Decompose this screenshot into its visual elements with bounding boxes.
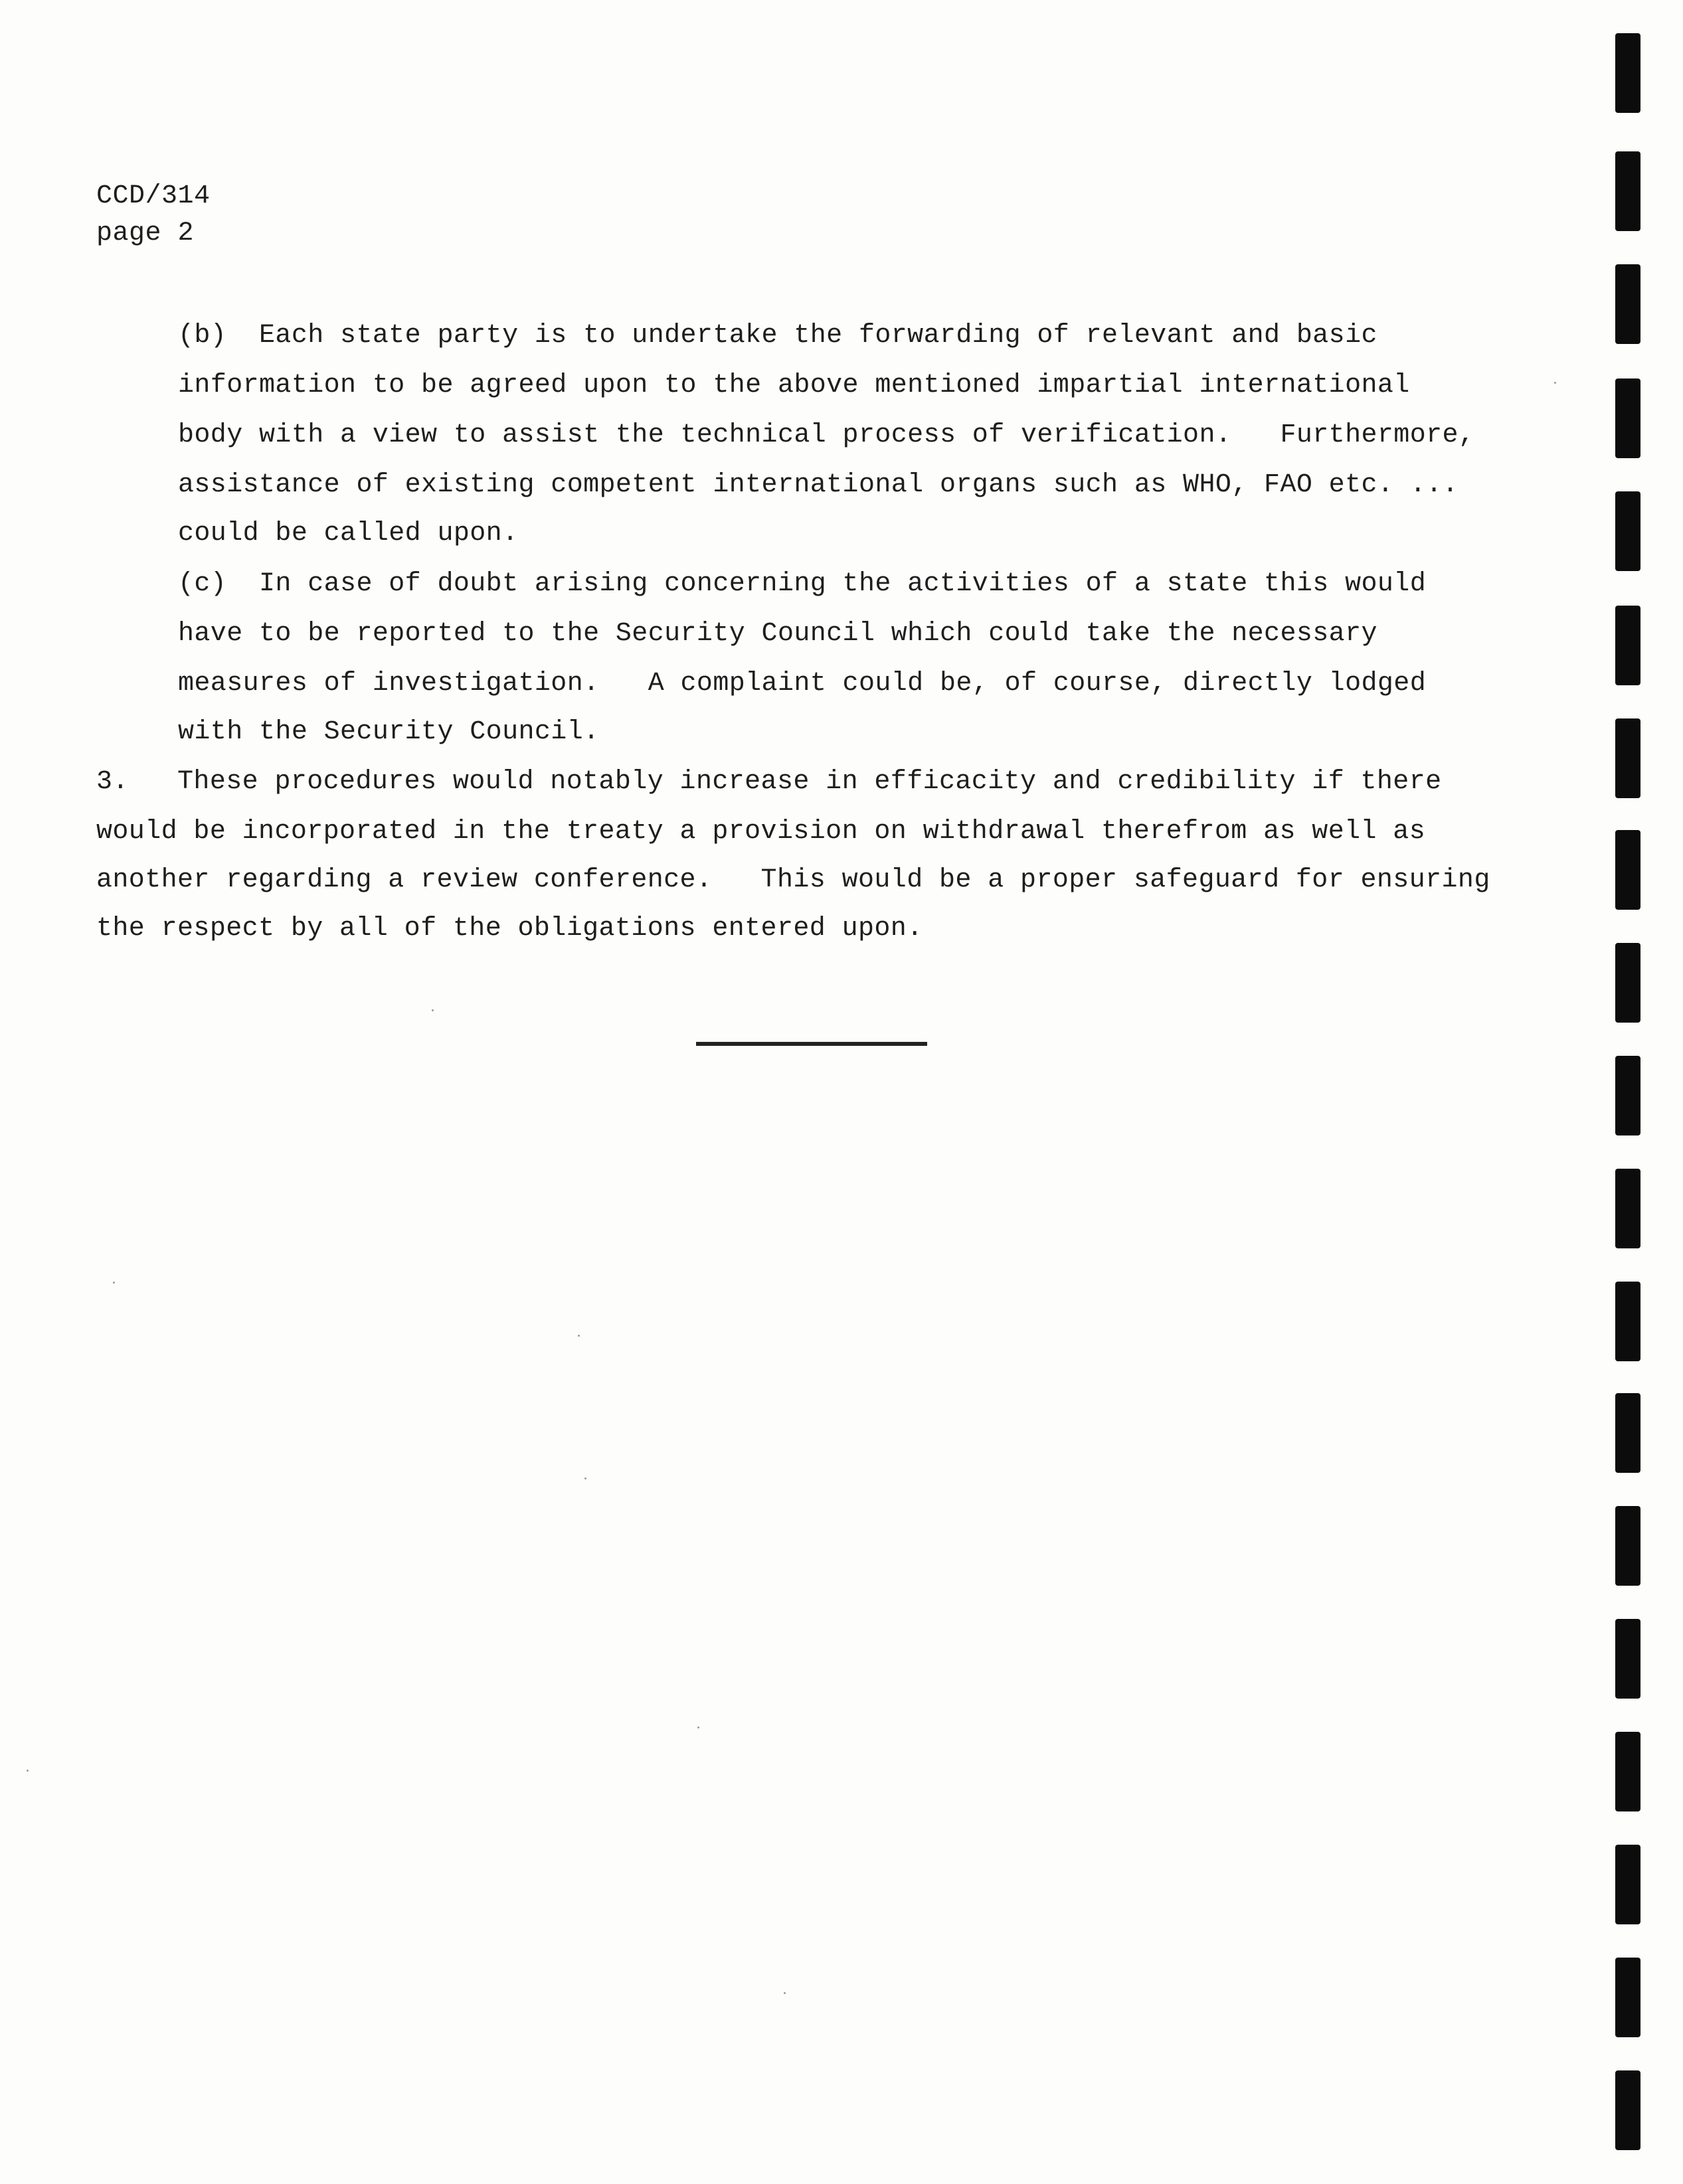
binding-mark [1615,1056,1640,1135]
paragraph-c-line-3: measures of investigation. A complaint could be, of course, directly lodged [178,669,1427,699]
binding-mark [1615,1732,1640,1811]
paragraph-3-line-4: the respect by all of the obligations entered upon. [96,914,923,944]
scan-speck [578,1335,580,1337]
binding-mark [1615,1619,1640,1699]
paragraph-c-line-2: have to be reported to the Security Council which could take the necessary [178,619,1377,649]
binding-mark [1615,718,1640,798]
scan-speck [584,1477,586,1479]
binding-mark [1615,264,1640,344]
paragraph-b-line-2: information to be agreed upon to the above mentioned impartial international [178,371,1410,400]
scan-speck [784,1992,786,1994]
paragraph-3-line-3: another regarding a review conference. This would be a proper safeguard for ensuring [96,865,1490,895]
paragraph-b-line-4: assistance of existing competent international organs such as WHO, FAO etc. ... [178,470,1459,500]
paragraph-b-line-5: could be called upon. [178,519,519,548]
binding-mark [1615,491,1640,571]
scan-speck [1554,382,1556,384]
paragraph-3-line-2: would be incorporated in the treaty a provision on withdrawal therefrom as well as [96,817,1426,847]
paragraph-3-line-1: 3. These procedures would notably increase in efficacity and credibility if there [96,767,1442,797]
scan-speck [432,1009,434,1011]
end-of-document-rule [696,1042,927,1046]
document-symbol: CCD/314 [96,181,211,211]
binding-marks [1613,0,1646,2184]
scan-speck [697,1726,699,1728]
binding-mark [1615,943,1640,1023]
binding-mark [1615,1282,1640,1361]
binding-mark [1615,1393,1640,1473]
paragraph-c-line-4: with the Security Council. [178,717,600,747]
binding-mark [1615,1169,1640,1248]
binding-mark [1615,151,1640,231]
paragraph-b-line-3: body with a view to assist the technical process of verification. Furthermore, [178,420,1475,450]
binding-mark [1615,33,1640,113]
page-header [96,178,211,252]
paragraph-b-line-1: (b) Each state party is to undertake the forwarding of relevant and basic [178,321,1377,351]
binding-mark [1615,378,1640,458]
page-number: page 2 [96,218,195,248]
binding-mark [1615,1845,1640,1924]
scan-speck [113,1282,115,1284]
binding-mark [1615,606,1640,685]
binding-mark [1615,1958,1640,2037]
binding-mark [1615,1506,1640,1586]
scan-speck [27,1770,29,1772]
binding-mark [1615,830,1640,910]
binding-mark [1615,2070,1640,2150]
paragraph-c-line-1: (c) In case of doubt arising concerning the activities of a state this would [178,569,1427,599]
